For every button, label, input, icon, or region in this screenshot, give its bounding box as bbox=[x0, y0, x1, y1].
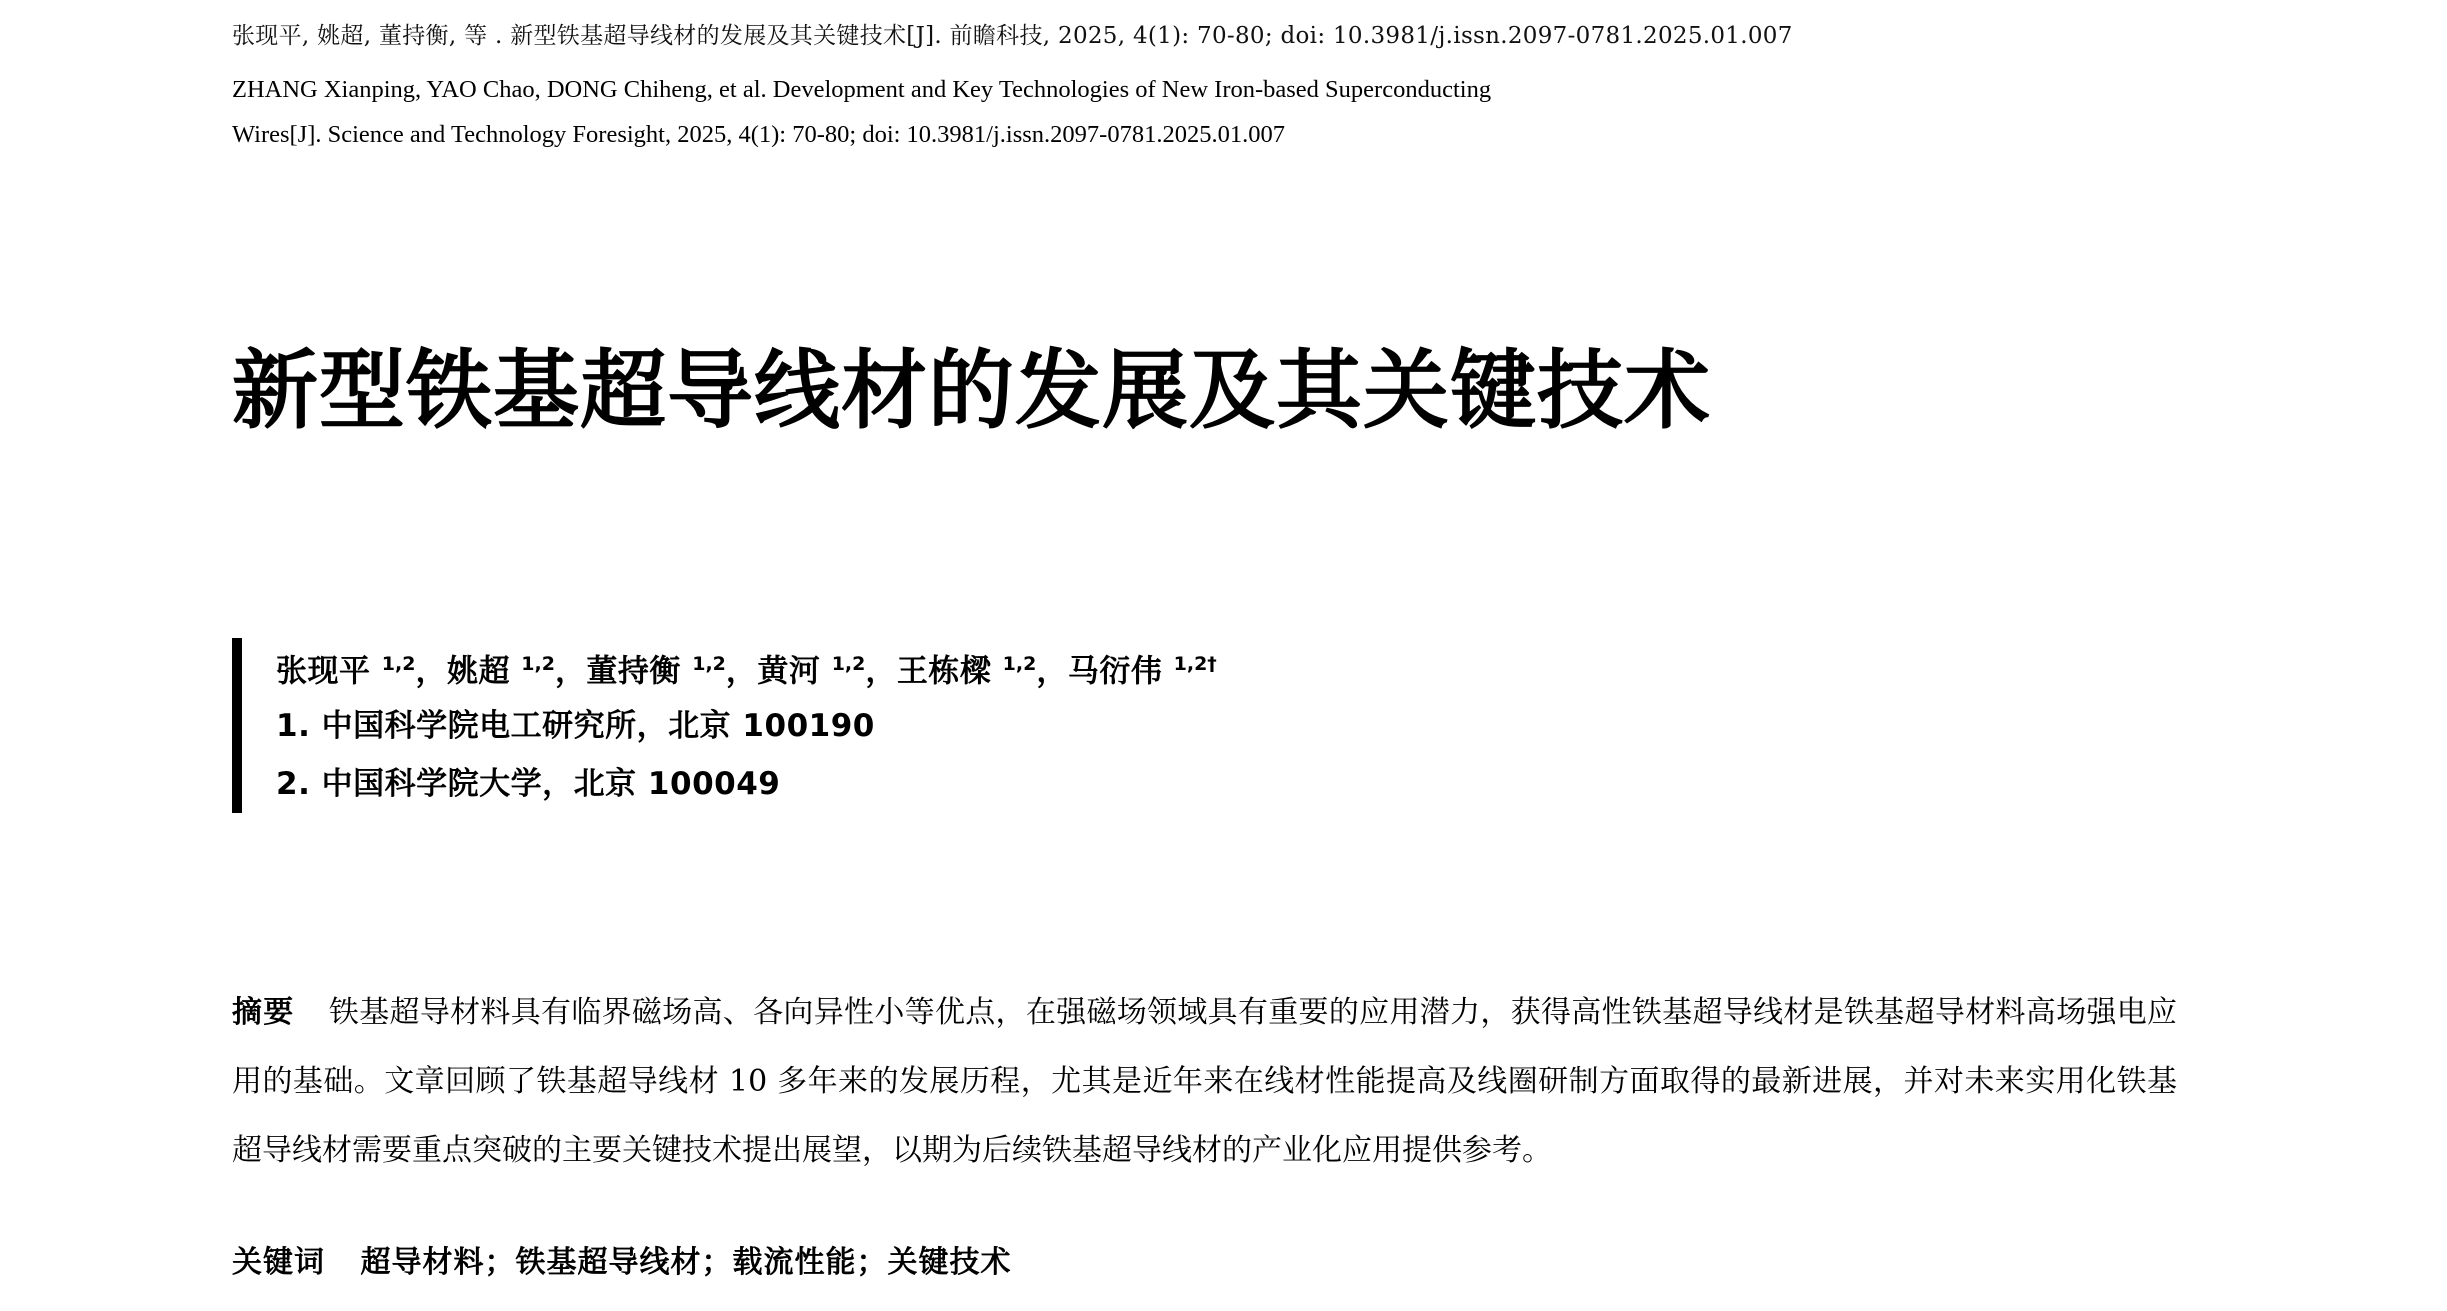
keywords-label: 关键词 bbox=[232, 1245, 325, 1280]
keywords-text: 超导材料；铁基超导线材；载流性能；关键技术 bbox=[360, 1245, 1012, 1280]
citation-english bbox=[232, 67, 2177, 157]
abstract-paragraph bbox=[232, 978, 2177, 1185]
affiliation-2: 2. 中国科学院大学，北京 100049 bbox=[276, 766, 781, 803]
abstract-text: 铁基超导材料具有临界磁场高、各向异性小等优点，在强磁场领域具有重要的应用潜力，获得高性铁基超导线材是铁基超导材料高场强电应用的基础。文章回顾了铁基超导线材 10 多年来的发展历程，尤其是近年来在线材性能提高及线圈研制方面取得的最新进展，并对未来实用化铁基超导线材需要重点突破的主要关键技术提出展望，以期为后续铁基超导线材的产业化应用提供参考。 bbox=[232, 995, 2178, 1168]
abstract-block bbox=[232, 948, 2177, 1215]
citation-chinese-text: 张现平, 姚超, 董持衡, 等 . 新型铁基超导线材的发展及其关键技术[J]. 前瞻科技, 2025, 4(1): 70-80; doi: 10.3981/j.issn.2097-0781.2025.01.007 bbox=[232, 23, 1793, 49]
citation-english-line-1: ZHANG Xianping, YAO Chao, DONG Chiheng, et al. Development and Key Technologies of New Iron-based Superconducting bbox=[232, 76, 1492, 103]
authors-block bbox=[232, 638, 1732, 813]
citation-block bbox=[232, 14, 2177, 157]
page-content bbox=[232, 0, 2177, 1311]
citation-english-line-2: Wires[J]. Science and Technology Foresight, 2025, 4(1): 70-80; doi: 10.3981/j.issn.2097-0781.2025.01.007 bbox=[232, 121, 1285, 148]
citation-chinese bbox=[232, 14, 2177, 59]
abstract-label: 摘要 bbox=[232, 995, 295, 1030]
author-names: 张现平 $^{1,2}$，姚超 $^{1,2}$，董持衡 $^{1,2}$，黄河 $^{1,2}$，王栋樑 $^{1,2}$，马衍伟 $^{1,2\dagger}$ bbox=[276, 653, 1217, 690]
page-title: 新型铁基超导线材的发展及其关键技术 bbox=[232, 340, 1711, 441]
keywords-block bbox=[232, 1240, 2177, 1286]
affiliation-1: 1. 中国科学院电工研究所，北京 100190 bbox=[276, 708, 875, 745]
